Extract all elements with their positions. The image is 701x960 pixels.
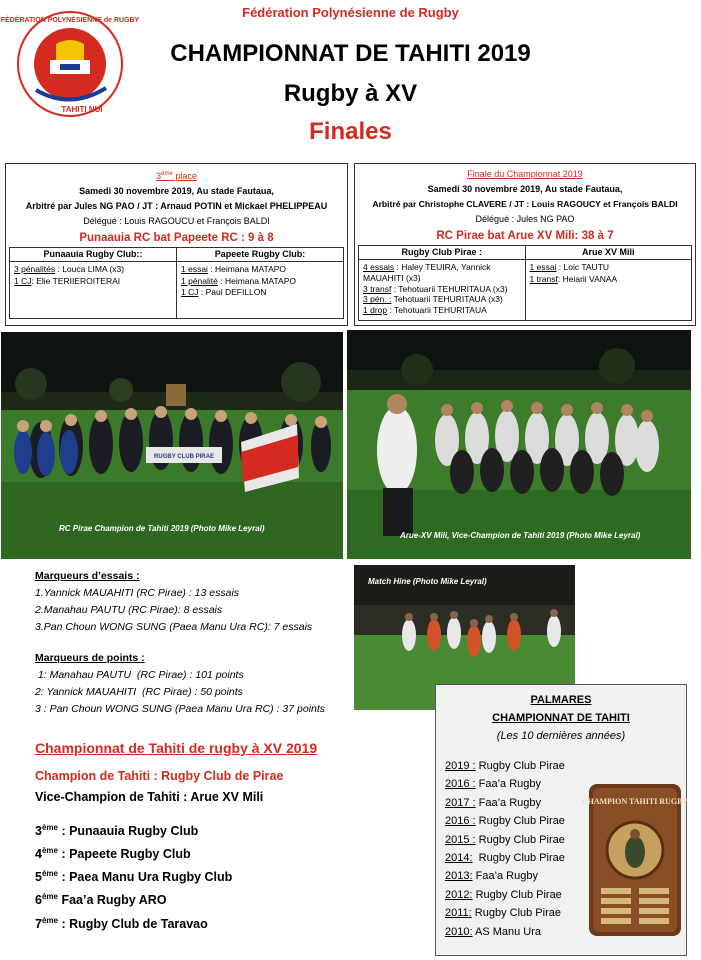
photo-vice-champion-team bbox=[347, 330, 691, 559]
third-place-match-box bbox=[5, 163, 348, 326]
final-match-box bbox=[354, 163, 696, 326]
team-b-name: Arue XV Mili bbox=[581, 247, 635, 257]
point-scorer-line: 3 : Pan Choun WONG SUNG (Paea Manu Ura RC) : 37 points bbox=[35, 703, 326, 715]
team-a-name: Rugby Club Pirae : bbox=[359, 246, 526, 259]
ranking-title: Championnat de Tahiti de rugby à XV 2019 bbox=[35, 740, 318, 756]
photo-champion-team bbox=[1, 332, 343, 559]
page-title: CHAMPIONNAT DE TAHITI 2019 bbox=[170, 40, 531, 67]
champion-line: Champion de Tahiti : Rugby Club de Pirae bbox=[35, 769, 284, 783]
final-delegate: Délégué : Jules NG PAO bbox=[475, 214, 575, 224]
point-scorer-line: 1: Manahau PAUTU (RC Pirae) : 101 points bbox=[35, 669, 244, 681]
third-place-teams-table bbox=[9, 247, 344, 319]
palmares-subtitle-main: CHAMPIONNAT DE TAHITI bbox=[492, 712, 630, 724]
scorer-line: 3 pén. : Tehotuarii TEHURITAUA (x3) bbox=[363, 294, 503, 305]
palmares-row: 2011: Rugby Club Pirae bbox=[445, 907, 561, 920]
photo-right-caption: Arue-XV Mili, Vice-Champion de Tahiti 2019 (Photo Mike Leyral) bbox=[400, 531, 641, 540]
team-b-scorers bbox=[526, 260, 692, 320]
scorer-line: 1 essai : Loic TAUTU bbox=[529, 262, 610, 272]
palmares-row: 2012: Rugby Club Pirae bbox=[445, 888, 562, 901]
point-scorer-line: 2: Yannick MAUAHITI (RC Pirae) : 50 points bbox=[35, 686, 243, 698]
team-a-scorers bbox=[10, 262, 177, 318]
palmares-row: 2017 : Faa’a Rugby bbox=[445, 796, 542, 809]
federation-name: Fédération Polynésienne de Rugby bbox=[242, 5, 459, 20]
palmares-row: 2015 : Rugby Club Pirae bbox=[445, 833, 565, 846]
banner-text: RUGBY CLUB PIRAE bbox=[154, 454, 214, 460]
scorer-line: 1 transf: Heiarii VANAA bbox=[529, 273, 618, 284]
final-label: Finale du Championnat 2019 bbox=[467, 169, 583, 179]
logo-text-top: FÉDÉRATION POLYNÉSIENNE de RUGBY bbox=[0, 17, 140, 24]
palmares-period: (Les 10 dernières années) bbox=[496, 730, 626, 742]
ranking-item: 3ème : Punaauia Rugby Club bbox=[35, 823, 199, 839]
scorer-line: 1 essai : Heimana MATAPO bbox=[181, 264, 287, 274]
palmares-title: PALMARES bbox=[530, 694, 592, 706]
trophy-text: CHAMPION TAHITI RUGBY bbox=[581, 797, 689, 806]
try-scorers-label: Marqueurs d’essais : bbox=[35, 570, 140, 582]
page-subtitle: Rugby à XV bbox=[283, 80, 418, 107]
ranking-item: 4ème : Papeete Rugby Club bbox=[35, 846, 191, 862]
try-scorer-line: 3.Pan Choun WONG SUNG (Paea Manu Ura RC): 7 essais bbox=[35, 621, 313, 633]
palmares-row: 2010: AS Manu Ura bbox=[445, 925, 542, 938]
third-place-referee: Arbitré par Jules NG PAO / JT : Arnaud POTIN et Mickael PHELIPPEAU bbox=[25, 201, 328, 211]
scorer-line: 4 essais : Haley TEUIRA, Yannick MAUAHITI (x3) bbox=[363, 262, 491, 283]
palmares-row: 2019 : Rugby Club Pirae bbox=[445, 760, 565, 772]
palmares-row: 2016 : Rugby Club Pirae bbox=[445, 815, 565, 828]
vice-champion-line: Vice-Champion de Tahiti : Arue XV Mili bbox=[35, 790, 264, 804]
team-b-scorers bbox=[177, 262, 343, 318]
ranking-list bbox=[35, 818, 355, 934]
ranking-item: 7ème : Rugby Club de Taravao bbox=[35, 915, 208, 931]
scorer-line: 1 drop : Tehotuarii TEHURITAUA bbox=[363, 305, 487, 316]
third-place-date: Samedi 30 novembre 2019, Au stade Fautaua, bbox=[79, 186, 274, 196]
try-scorer-line: 2.Manahau PAUTU (RC Pirae): 8 essais bbox=[35, 604, 223, 616]
third-place-label: 3ème place bbox=[156, 171, 197, 181]
scorer-line: 1 pénalité : Heimana MATAPO bbox=[181, 275, 296, 286]
third-place-delegate: Délégué : Louis RAGOUCU et François BALDI bbox=[83, 216, 270, 226]
photo-left-caption: RC Pirae Champion de Tahiti 2019 (Photo Mike Leyral) bbox=[59, 524, 265, 533]
point-scorers-section bbox=[35, 650, 355, 718]
team-b-name: Papeete Rugby Club: bbox=[214, 249, 306, 259]
scorer-line: 3 transf : Tehotuarii TEHURITAUA (x3) bbox=[363, 283, 508, 294]
third-place-result: Punaauia RC bat Papeete RC : 9 à 8 bbox=[79, 232, 274, 244]
palmares-row: 2016 : Faa’a Rugby bbox=[445, 778, 542, 791]
final-result: RC Pirae bat Arue XV Mili: 38 à 7 bbox=[436, 230, 614, 242]
scorer-line: 1 CJ: Elie TERIIEROITERAI bbox=[14, 275, 121, 286]
phase-title: Finales bbox=[309, 118, 392, 145]
final-teams-table bbox=[358, 245, 692, 321]
match-photo-caption: Match Hine (Photo Mike Leyral) bbox=[368, 577, 487, 586]
ranking-item: 6ème Faa’a Rugby ARO bbox=[35, 892, 167, 908]
logo-text-bottom: TAHITI NUI bbox=[61, 105, 103, 114]
palmares-row: 2013: Faa’a Rugby bbox=[445, 870, 538, 883]
final-referee: Arbitré par Christophe CLAVERE / JT : Louis RAGOUCY et François BALDI bbox=[372, 199, 678, 209]
palmares-box bbox=[435, 684, 687, 956]
try-scorer-line: 1.Yannick MAUAHITI (RC Pirae) : 13 essais bbox=[35, 587, 240, 599]
trophy-plaque-image bbox=[581, 784, 689, 936]
scorer-line: 1 CJ : Paul DEFILLON bbox=[181, 287, 267, 297]
final-date: Samedi 30 novembre 2019, Au stade Fautaua, bbox=[427, 184, 623, 194]
scorer-line: 3 pénalités : Louca LIMA (x3) bbox=[14, 264, 125, 274]
team-a-name: Punaauia Rugby Club:: bbox=[10, 248, 177, 261]
try-scorers-section bbox=[35, 568, 355, 636]
ranking-item: 5ème : Paea Manu Ura Rugby Club bbox=[35, 869, 233, 885]
team-a-scorers bbox=[359, 260, 526, 320]
palmares-row: 2014: Rugby Club Pirae bbox=[445, 852, 565, 865]
point-scorers-label: Marqueurs de points : bbox=[35, 652, 145, 664]
